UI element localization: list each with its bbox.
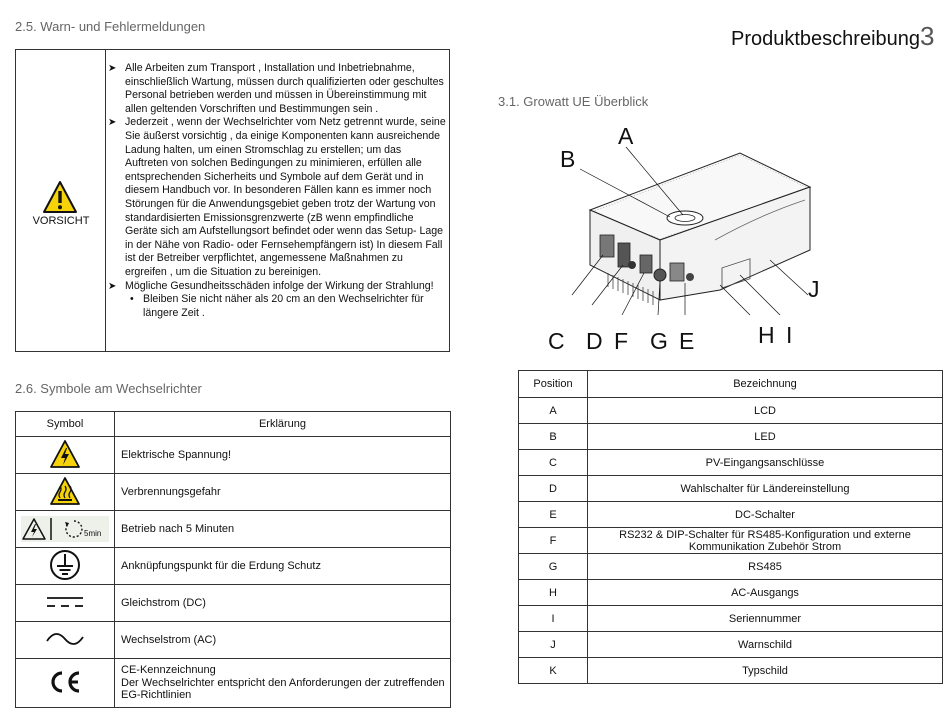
symbol-description: Verbrennungsgefahr [115, 474, 451, 511]
symbols-table [15, 411, 451, 708]
table-row [16, 585, 451, 622]
table-row [16, 659, 451, 708]
label-j: J [808, 276, 820, 302]
name-cell: DC-Schalter [588, 502, 943, 528]
high-voltage-warning-icon [49, 439, 81, 469]
position-table-header [519, 371, 943, 398]
name-cell: Seriennummer [588, 606, 943, 632]
position-cell: K [519, 658, 588, 684]
name-cell: Warnschild [588, 632, 943, 658]
position-cell: E [519, 502, 588, 528]
section-title-symbols: 2.6. Symbole am Wechselrichter [15, 381, 202, 396]
label-f: F [614, 328, 629, 354]
table-row [519, 632, 943, 658]
caution-bullet [108, 116, 446, 279]
label-a: A [618, 123, 634, 149]
timer-label: 5min [84, 529, 102, 538]
ce-mark-icon [47, 670, 83, 694]
caution-text [108, 62, 446, 320]
caution-bullet-text: Jederzeit , wenn der Wechselrichter vom Netz getrennt wurde, seine Sie äußerst vorsichtig , da einige Komponenten kann ausreichende Ladung halten, um einen Stromschlag zu erstellen; um das Auftreten von solchen Bedingungen zu minimieren, erfüllen alle entsprechenden Sicherheits und Symbole auf dem Gerät und in diesem Handbuch vor. In besonderen Fällen kann es immer noch Störungen für die Anwendungsgebiet geben trotz der Wartung von standardisierten Emissionsgrenzwerte (zB wenn empfindliche Geräte sich am Aufstellungsort befindet oder wenn das Setup- Lage in der Nähe von Radio- oder Fernsehempfängern ist) In diesem Fall ist der Betreiber verpflichtet, angemessene Maßnahmen zu ergreifen , um die Situation zu bereinigen. [125, 116, 446, 278]
label-c: C [548, 328, 565, 354]
table-row [16, 622, 451, 659]
label-d: D [586, 328, 603, 354]
column-header-name: Bezeichnung [588, 371, 943, 398]
table-row [519, 502, 943, 528]
position-cell: F [519, 528, 588, 554]
symbol-description: Anknüpfungspunkt für die Erdung Schutz [115, 548, 451, 585]
column-header-position: Position [519, 371, 588, 398]
caution-bullet-text: Mögliche Gesundheitsschäden infolge der Wirkung der Strahlung! [125, 279, 434, 292]
symbol-description [115, 659, 451, 708]
section-title-warnings: 2.5. Warn- und Fehlermeldungen [15, 19, 206, 34]
label-i: I [786, 322, 793, 348]
arrow-bullet-icon: ➤ [108, 117, 117, 129]
table-row [519, 554, 943, 580]
chapter-number: 3 [920, 21, 935, 51]
symbol-description: Wechselstrom (AC) [115, 622, 451, 659]
table-row [519, 580, 943, 606]
table-row [16, 511, 451, 548]
label-h: H [758, 322, 775, 348]
table-row [519, 450, 943, 476]
caution-sub-bullet [108, 293, 446, 320]
label-e: E [679, 328, 695, 354]
discharge-timer-icon [21, 516, 109, 542]
position-cell: I [519, 606, 588, 632]
position-cell: G [519, 554, 588, 580]
hot-surface-warning-icon [49, 476, 81, 506]
name-cell: RS485 [588, 554, 943, 580]
name-cell: LED [588, 424, 943, 450]
table-row [519, 606, 943, 632]
caution-label: VORSICHT [32, 215, 90, 227]
symbol-description: Elektrische Spannung! [115, 437, 451, 474]
name-cell: Typschild [588, 658, 943, 684]
dot-bullet-icon: • [130, 293, 134, 306]
caution-bullet-text: Alle Arbeiten zum Transport , Installation und Inbetriebnahme, einschließlich Wartung, müssen durch qualifizierten oder geschultes Personal betrieben werden und müssen in Übereinstimmung mit allen geltenden Vorschriften und Bestimmungen sein . [125, 62, 444, 115]
ground-icon [49, 549, 81, 581]
symbol-description: Gleichstrom (DC) [115, 585, 451, 622]
inverter-illustration [540, 115, 840, 355]
ce-title: CE-Kennzeichnung [121, 664, 216, 677]
section-title-overview: 3.1. Growatt UE Überblick [498, 94, 649, 109]
column-header-explanation: Erklärung [115, 412, 451, 437]
position-cell: A [519, 398, 588, 424]
name-cell: RS232 & DIP-Schalter für RS485-Konfiguration und externe Kommunikation Zubehör Strom [588, 528, 943, 554]
caution-triangle-icon [42, 180, 78, 214]
caution-box [15, 49, 450, 352]
position-cell: J [519, 632, 588, 658]
dc-icon [45, 592, 85, 612]
label-g: G [650, 328, 668, 354]
inverter-diagram [540, 115, 840, 355]
caution-bullet [108, 280, 446, 294]
table-row [16, 437, 451, 474]
arrow-bullet-icon: ➤ [108, 63, 117, 74]
table-row [519, 476, 943, 502]
caution-label-cell [16, 50, 106, 351]
table-row [519, 528, 943, 554]
name-cell: PV-Eingangsanschlüsse [588, 450, 943, 476]
table-row [519, 424, 943, 450]
position-cell: H [519, 580, 588, 606]
symbols-table-header [16, 412, 451, 437]
chapter-title: Produktbeschreibung [731, 28, 921, 50]
table-row [16, 474, 451, 511]
ac-icon [45, 631, 85, 647]
position-cell: B [519, 424, 588, 450]
table-row [519, 658, 943, 684]
position-cell: C [519, 450, 588, 476]
name-cell: Wahlschalter für Ländereinstellung [588, 476, 943, 502]
name-cell: LCD [588, 398, 943, 424]
arrow-bullet-icon: ➤ [108, 280, 117, 292]
table-row [519, 398, 943, 424]
ce-text: Der Wechselrichter entspricht den Anforderungen der zutreffenden EG-Richtlinien [121, 676, 445, 702]
table-row [16, 548, 451, 585]
label-b: B [560, 146, 576, 172]
caution-sub-bullet-text: Bleiben Sie nicht näher als 20 cm an den Wechselrichter für längere Zeit . [143, 293, 424, 319]
column-header-symbol: Symbol [16, 412, 115, 437]
position-table [518, 370, 943, 684]
caution-bullet [108, 62, 446, 116]
name-cell: AC-Ausgangs [588, 580, 943, 606]
position-cell: D [519, 476, 588, 502]
symbol-description: Betrieb nach 5 Minuten [115, 511, 451, 548]
